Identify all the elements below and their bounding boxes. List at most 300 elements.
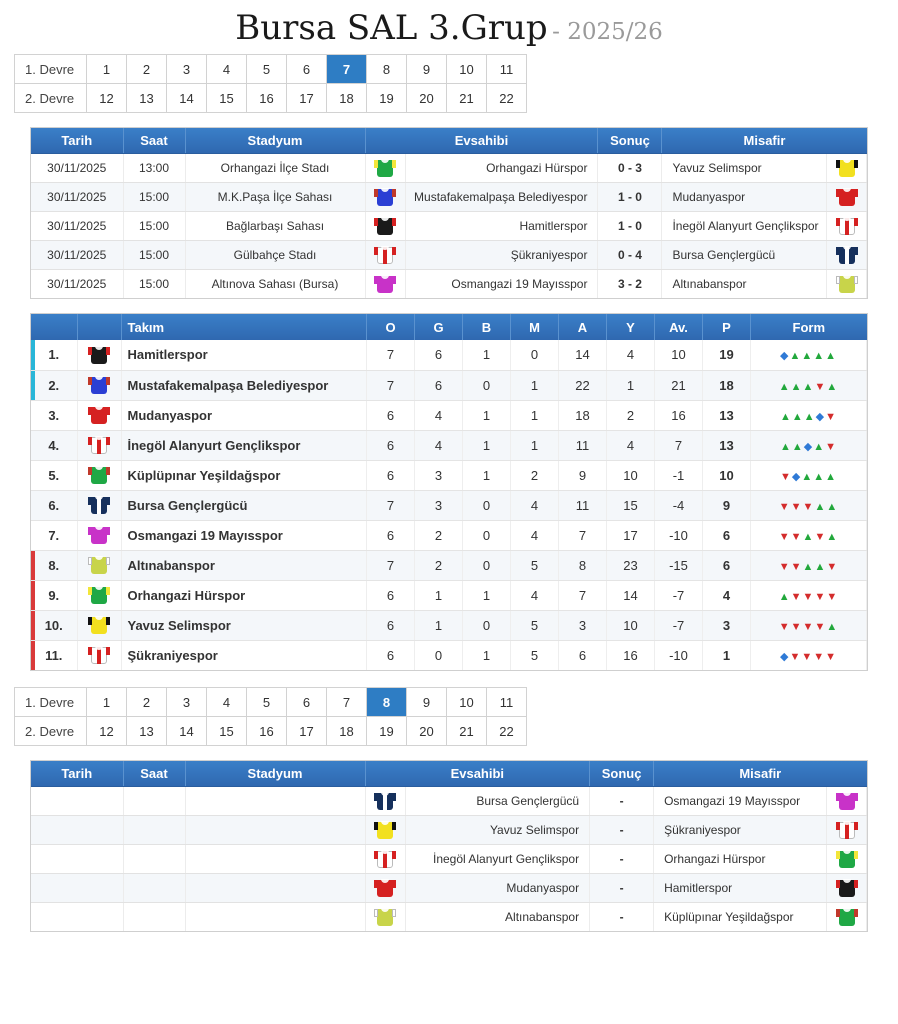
standings-jersey-cell — [77, 580, 121, 610]
header-home: Evsahibi — [365, 128, 598, 153]
team-jersey-icon — [836, 245, 858, 265]
standings-lost: 5 — [511, 610, 559, 640]
standings-team-name[interactable]: Şükraniyespor — [121, 640, 367, 670]
header-time-upcoming: Saat — [123, 761, 185, 786]
fixture-row[interactable] — [31, 269, 867, 298]
week-row-first-half-b — [15, 688, 527, 717]
form-up-icon: ▲ — [802, 560, 815, 573]
form-up-icon: ▲ — [790, 380, 803, 393]
fixture-score: 1 - 0 — [598, 182, 662, 211]
standings-jersey-cell — [77, 520, 121, 550]
standings-rank: 5. — [31, 460, 77, 490]
fixture-away-team[interactable]: Yavuz Selimspor — [662, 153, 827, 182]
week-cell-10[interactable]: 10 — [447, 55, 487, 84]
week-cell-19[interactable]: 19 — [367, 84, 407, 113]
fixture-away-team[interactable]: İnegöl Alanyurt Gençlikspor — [662, 211, 827, 240]
form-up-icon: ▲ — [826, 620, 839, 633]
standings-played: 7 — [367, 550, 415, 580]
standings-won: 3 — [415, 490, 463, 520]
fixture-away-team[interactable]: Osmangazi 19 Mayısspor — [654, 786, 827, 815]
standings-points: 13 — [703, 430, 751, 460]
form-up-icon: ▲ — [778, 590, 791, 603]
standings-points: 19 — [703, 340, 751, 370]
standings-row[interactable] — [31, 640, 867, 670]
fixture-stadium: Gülbahçe Stadı — [185, 240, 365, 269]
form-down-icon: ▼ — [802, 590, 815, 603]
week-cell-6[interactable]: 6 — [287, 688, 327, 717]
header-rank — [31, 314, 77, 340]
week-cell-7[interactable]: 7 — [327, 688, 367, 717]
standings-jersey-cell — [77, 490, 121, 520]
fixture-home-team[interactable]: Altınabanspor — [405, 902, 590, 931]
standings-played: 6 — [367, 580, 415, 610]
week-cell-9[interactable]: 9 — [407, 688, 447, 717]
fixture-home-team[interactable]: İnegöl Alanyurt Gençlikspor — [405, 844, 590, 873]
standings-row[interactable] — [31, 370, 867, 400]
fixture-stadium: M.K.Paşa İlçe Sahası — [185, 182, 365, 211]
fixture-date: 30/11/2025 — [31, 182, 123, 211]
fixture-time: 15:00 — [123, 211, 185, 240]
standings-goals-for: 18 — [559, 400, 607, 430]
away-jersey-cell — [827, 153, 867, 182]
week-selector-top[interactable] — [14, 54, 527, 113]
standings-form-cell — [751, 520, 867, 550]
fixture-time — [123, 786, 185, 815]
standings-row[interactable] — [31, 340, 867, 370]
week-cell-18[interactable]: 18 — [327, 717, 367, 746]
standings-drawn: 0 — [463, 550, 511, 580]
form-draw-icon: ◆ — [803, 440, 814, 453]
header-won: G — [415, 314, 463, 340]
fixture-time: 15:00 — [123, 269, 185, 298]
standings-row[interactable] — [31, 610, 867, 640]
team-jersey-icon — [836, 187, 858, 207]
form-up-icon: ▲ — [825, 350, 838, 363]
form-up-icon: ▲ — [813, 470, 826, 483]
team-jersey-icon — [374, 907, 396, 927]
standings-drawn: 1 — [463, 460, 511, 490]
standings-team-name[interactable]: İnegöl Alanyurt Gençlikspor — [121, 430, 367, 460]
away-jersey-cell — [827, 240, 867, 269]
week-cell-7[interactable]: 7 — [327, 55, 367, 84]
standings-row[interactable] — [31, 490, 867, 520]
fixture-home-team[interactable]: Orhangazi Hürspor — [405, 153, 598, 182]
form-down-icon: ▼ — [790, 620, 803, 633]
standings-block — [30, 313, 868, 671]
fixture-row[interactable] — [31, 844, 867, 873]
standings-row[interactable] — [31, 430, 867, 460]
standings-played: 7 — [367, 490, 415, 520]
standings-goals-against: 14 — [607, 580, 655, 610]
standings-team-name[interactable]: Altınabanspor — [121, 550, 367, 580]
standings-team-name[interactable]: Osmangazi 19 Mayısspor — [121, 520, 367, 550]
standings-team-name[interactable]: Yavuz Selimspor — [121, 610, 367, 640]
week-cell-21[interactable]: 21 — [447, 84, 487, 113]
standings-points: 4 — [703, 580, 751, 610]
home-jersey-cell — [365, 815, 405, 844]
standings-drawn: 0 — [463, 520, 511, 550]
form-draw-icon: ◆ — [815, 410, 826, 423]
standings-played: 6 — [367, 430, 415, 460]
standings-played: 7 — [367, 370, 415, 400]
fixture-away-team[interactable]: Altınabanspor — [662, 269, 827, 298]
standings-points: 9 — [703, 490, 751, 520]
team-jersey-icon — [836, 878, 858, 898]
standings-jersey-cell — [77, 610, 121, 640]
week-cell-5[interactable]: 5 — [247, 55, 287, 84]
fixture-stadium: Bağlarbaşı Sahası — [185, 211, 365, 240]
form-down-icon: ▼ — [790, 590, 803, 603]
standings-form-cell — [751, 640, 867, 670]
week-cell-19[interactable]: 19 — [367, 717, 407, 746]
week-cell-20[interactable]: 20 — [407, 717, 447, 746]
fixture-score: - — [590, 902, 654, 931]
week-cell-15[interactable]: 15 — [207, 717, 247, 746]
standings-goals-for: 7 — [559, 580, 607, 610]
week-cell-9[interactable]: 9 — [407, 55, 447, 84]
form-up-icon: ▲ — [803, 410, 816, 423]
season-label: - 2025/26 — [552, 19, 663, 45]
standings-goals-against: 2 — [607, 400, 655, 430]
week-cell-22[interactable]: 22 — [487, 84, 527, 113]
week-cell-11[interactable]: 11 — [487, 55, 527, 84]
header-lost: M — [511, 314, 559, 340]
fixtures-played-block — [30, 127, 868, 299]
form-down-icon: ▼ — [826, 560, 839, 573]
standings-played: 7 — [367, 340, 415, 370]
fixture-row[interactable] — [31, 240, 867, 269]
fixture-date: 30/11/2025 — [31, 153, 123, 182]
standings-jersey-cell — [77, 550, 121, 580]
page-title — [0, 0, 898, 54]
week-row-first-half — [15, 55, 527, 84]
week-row-second-half — [15, 84, 527, 113]
form-down-icon: ▼ — [778, 620, 791, 633]
week-cell-6[interactable]: 6 — [287, 55, 327, 84]
fixture-away-team[interactable]: Küplüpınar Yeşildağspor — [654, 902, 827, 931]
fixture-score: - — [590, 873, 654, 902]
standings-jersey-cell — [77, 640, 121, 670]
fixture-time: 13:00 — [123, 153, 185, 182]
standings-team-name[interactable]: Küplüpınar Yeşildağspor — [121, 460, 367, 490]
home-jersey-cell — [365, 873, 405, 902]
fixture-date — [31, 786, 123, 815]
fixture-home-team[interactable]: Bursa Gençlergücü — [405, 786, 590, 815]
team-jersey-icon — [88, 525, 110, 545]
week-cell-2[interactable]: 2 — [127, 55, 167, 84]
form-down-icon: ▼ — [825, 440, 838, 453]
away-jersey-cell — [827, 211, 867, 240]
standings-drawn: 0 — [463, 370, 511, 400]
form-down-icon: ▼ — [779, 470, 792, 483]
week-cell-3[interactable]: 3 — [167, 688, 207, 717]
second-half-label: 2. Devre — [15, 84, 87, 113]
standings-played: 6 — [367, 400, 415, 430]
week-cell-16[interactable]: 16 — [247, 717, 287, 746]
standings-points: 13 — [703, 400, 751, 430]
week-cell-4[interactable]: 4 — [207, 55, 247, 84]
fixture-home-team[interactable]: Şükraniyespor — [405, 240, 598, 269]
standings-goals-for: 8 — [559, 550, 607, 580]
week-cell-20[interactable]: 20 — [407, 84, 447, 113]
header-stadium: Stadyum — [185, 128, 365, 153]
header-stadium-upcoming: Stadyum — [185, 761, 365, 786]
header-goal-diff: Av. — [655, 314, 703, 340]
standings-row[interactable] — [31, 520, 867, 550]
fixture-away-team[interactable]: Bursa Gençlergücü — [662, 240, 827, 269]
fixture-home-team[interactable]: Hamitlerspor — [405, 211, 598, 240]
team-jersey-icon — [836, 274, 858, 294]
standings-row[interactable] — [31, 550, 867, 580]
standings-won: 4 — [415, 430, 463, 460]
fixture-score: - — [590, 844, 654, 873]
team-jersey-icon — [836, 791, 858, 811]
week-cell-1[interactable]: 1 — [87, 688, 127, 717]
standings-team-name[interactable]: Mudanyaspor — [121, 400, 367, 430]
team-jersey-icon — [374, 791, 396, 811]
week-cell-13[interactable]: 13 — [127, 84, 167, 113]
standings-played: 6 — [367, 640, 415, 670]
fixture-score: 1 - 0 — [598, 211, 662, 240]
week-cell-13[interactable]: 13 — [127, 717, 167, 746]
form-down-icon: ▼ — [814, 590, 827, 603]
standings-form-cell — [751, 370, 867, 400]
team-jersey-icon — [88, 555, 110, 575]
week-cell-10[interactable]: 10 — [447, 688, 487, 717]
standings-won: 1 — [415, 610, 463, 640]
fixture-row[interactable] — [31, 182, 867, 211]
fixture-score: 0 - 4 — [598, 240, 662, 269]
standings-lost: 1 — [511, 370, 559, 400]
standings-goals-for: 7 — [559, 520, 607, 550]
standings-won: 6 — [415, 340, 463, 370]
standings-points: 6 — [703, 520, 751, 550]
second-half-label-bottom: 2. Devre — [15, 717, 87, 746]
form-up-icon: ▲ — [814, 500, 827, 513]
week-cell-4[interactable]: 4 — [207, 688, 247, 717]
standings-goals-for: 22 — [559, 370, 607, 400]
home-jersey-cell — [365, 153, 405, 182]
fixture-time — [123, 844, 185, 873]
form-up-icon: ▲ — [826, 380, 839, 393]
standings-goals-against: 23 — [607, 550, 655, 580]
standings-goal-diff: 21 — [655, 370, 703, 400]
fixture-date — [31, 902, 123, 931]
standings-points: 1 — [703, 640, 751, 670]
standings-lost: 1 — [511, 400, 559, 430]
standings-team-name[interactable]: Bursa Gençlergücü — [121, 490, 367, 520]
standings-goals-against: 4 — [607, 340, 655, 370]
team-jersey-icon — [88, 405, 110, 425]
form-up-icon: ▲ — [802, 530, 815, 543]
standings-lost: 4 — [511, 580, 559, 610]
standings-drawn: 1 — [463, 400, 511, 430]
week-cell-5[interactable]: 5 — [247, 688, 287, 717]
standings-team-name[interactable]: Hamitlerspor — [121, 340, 367, 370]
week-cell-14[interactable]: 14 — [167, 717, 207, 746]
form-down-icon: ▼ — [825, 410, 838, 423]
standings-table — [31, 314, 867, 670]
standings-goal-diff: -1 — [655, 460, 703, 490]
standings-points: 3 — [703, 610, 751, 640]
header-goals-for: A — [559, 314, 607, 340]
week-cell-11[interactable]: 11 — [487, 688, 527, 717]
standings-team-name[interactable]: Mustafakemalpaşa Belediyespor — [121, 370, 367, 400]
week-cell-16[interactable]: 16 — [247, 84, 287, 113]
week-cell-17[interactable]: 17 — [287, 84, 327, 113]
standings-row[interactable] — [31, 460, 867, 490]
week-cell-3[interactable]: 3 — [167, 55, 207, 84]
standings-form-cell — [751, 430, 867, 460]
fixture-home-team[interactable]: Osmangazi 19 Mayısspor — [405, 269, 598, 298]
header-form: Form — [751, 314, 867, 340]
week-cell-21[interactable]: 21 — [447, 717, 487, 746]
standings-rank: 8. — [31, 550, 77, 580]
form-draw-icon: ◆ — [791, 470, 802, 483]
fixture-date: 30/11/2025 — [31, 240, 123, 269]
standings-goals-against: 15 — [607, 490, 655, 520]
fixture-score: 3 - 2 — [598, 269, 662, 298]
form-up-icon: ▲ — [779, 410, 792, 423]
week-cell-14[interactable]: 14 — [167, 84, 207, 113]
away-jersey-cell — [827, 182, 867, 211]
form-down-icon: ▼ — [790, 560, 803, 573]
fixture-home-team[interactable]: Mustafakemalpaşa Belediyespor — [405, 182, 598, 211]
standings-drawn: 1 — [463, 580, 511, 610]
standings-row[interactable] — [31, 400, 867, 430]
week-cell-12[interactable]: 12 — [87, 717, 127, 746]
standings-jersey-cell — [77, 370, 121, 400]
fixture-date: 30/11/2025 — [31, 211, 123, 240]
team-jersey-icon — [836, 907, 858, 927]
standings-goals-for: 11 — [559, 430, 607, 460]
fixture-row[interactable] — [31, 211, 867, 240]
header-goals-against: Y — [607, 314, 655, 340]
team-jersey-icon — [836, 820, 858, 840]
home-jersey-cell — [365, 182, 405, 211]
form-down-icon: ▼ — [802, 500, 815, 513]
fixture-row[interactable] — [31, 153, 867, 182]
standings-drawn: 1 — [463, 640, 511, 670]
team-jersey-icon — [88, 435, 110, 455]
form-down-icon: ▼ — [801, 650, 814, 663]
standings-lost: 1 — [511, 430, 559, 460]
standings-goal-diff: -4 — [655, 490, 703, 520]
away-jersey-cell — [827, 786, 867, 815]
form-down-icon: ▼ — [826, 590, 839, 603]
form-up-icon: ▲ — [801, 470, 814, 483]
standings-drawn: 1 — [463, 340, 511, 370]
form-down-icon: ▼ — [814, 530, 827, 543]
fixtures-upcoming-table — [31, 761, 867, 931]
standings-won: 2 — [415, 550, 463, 580]
form-down-icon: ▼ — [778, 560, 791, 573]
standings-goals-for: 3 — [559, 610, 607, 640]
team-jersey-icon — [88, 345, 110, 365]
standings-goal-diff: -15 — [655, 550, 703, 580]
team-jersey-icon — [88, 645, 110, 665]
fixture-time — [123, 815, 185, 844]
home-jersey-cell — [365, 240, 405, 269]
standings-won: 0 — [415, 640, 463, 670]
week-cell-1[interactable]: 1 — [87, 55, 127, 84]
week-cell-17[interactable]: 17 — [287, 717, 327, 746]
header-date-upcoming: Tarih — [31, 761, 123, 786]
fixture-row[interactable] — [31, 902, 867, 931]
header-points: P — [703, 314, 751, 340]
fixture-date — [31, 815, 123, 844]
standings-form-cell — [751, 610, 867, 640]
fixture-away-team[interactable]: Hamitlerspor — [654, 873, 827, 902]
fixture-stadium — [185, 844, 365, 873]
fixture-row[interactable] — [31, 873, 867, 902]
fixture-away-team[interactable]: Şükraniyespor — [654, 815, 827, 844]
standings-jersey-cell — [77, 460, 121, 490]
week-cell-8[interactable]: 8 — [367, 688, 407, 717]
form-down-icon: ▼ — [825, 650, 838, 663]
fixture-home-team[interactable]: Mudanyaspor — [405, 873, 590, 902]
away-jersey-cell — [827, 873, 867, 902]
form-up-icon: ▲ — [778, 380, 791, 393]
header-date: Tarih — [31, 128, 123, 153]
fixture-row[interactable] — [31, 786, 867, 815]
standings-row[interactable] — [31, 580, 867, 610]
first-half-label-bottom: 1. Devre — [15, 688, 87, 717]
standings-goals-against: 4 — [607, 430, 655, 460]
week-cell-22[interactable]: 22 — [487, 717, 527, 746]
week-cell-2[interactable]: 2 — [127, 688, 167, 717]
team-jersey-icon — [88, 585, 110, 605]
team-jersey-icon — [374, 820, 396, 840]
form-down-icon: ▼ — [814, 380, 827, 393]
form-up-icon: ▲ — [791, 410, 804, 423]
standings-won: 1 — [415, 580, 463, 610]
week-cell-12[interactable]: 12 — [87, 84, 127, 113]
week-cell-15[interactable]: 15 — [207, 84, 247, 113]
form-up-icon: ▲ — [813, 350, 826, 363]
fixture-away-team[interactable]: Mudanyaspor — [662, 182, 827, 211]
fixture-row[interactable] — [31, 815, 867, 844]
home-jersey-cell — [365, 211, 405, 240]
standings-form-cell — [751, 400, 867, 430]
form-up-icon: ▲ — [826, 500, 839, 513]
header-score: Sonuç — [598, 128, 662, 153]
team-jersey-icon — [374, 274, 396, 294]
form-up-icon: ▲ — [813, 440, 826, 453]
fixture-score: - — [590, 815, 654, 844]
header-jersey — [77, 314, 121, 340]
standings-jersey-cell — [77, 400, 121, 430]
fixture-stadium — [185, 873, 365, 902]
standings-points: 18 — [703, 370, 751, 400]
form-up-icon: ▲ — [801, 350, 814, 363]
standings-won: 4 — [415, 400, 463, 430]
week-cell-18[interactable]: 18 — [327, 84, 367, 113]
standings-team-name[interactable]: Orhangazi Hürspor — [121, 580, 367, 610]
standings-won: 6 — [415, 370, 463, 400]
standings-rank: 10. — [31, 610, 77, 640]
standings-goal-diff: -7 — [655, 610, 703, 640]
form-up-icon: ▲ — [779, 440, 792, 453]
fixture-stadium: Altınova Sahası (Bursa) — [185, 269, 365, 298]
fixture-home-team[interactable]: Yavuz Selimspor — [405, 815, 590, 844]
standings-lost: 5 — [511, 640, 559, 670]
standings-drawn: 0 — [463, 610, 511, 640]
home-jersey-cell — [365, 902, 405, 931]
week-cell-8[interactable]: 8 — [367, 55, 407, 84]
fixture-away-team[interactable]: Orhangazi Hürspor — [654, 844, 827, 873]
week-selector-bottom[interactable] — [14, 687, 527, 746]
